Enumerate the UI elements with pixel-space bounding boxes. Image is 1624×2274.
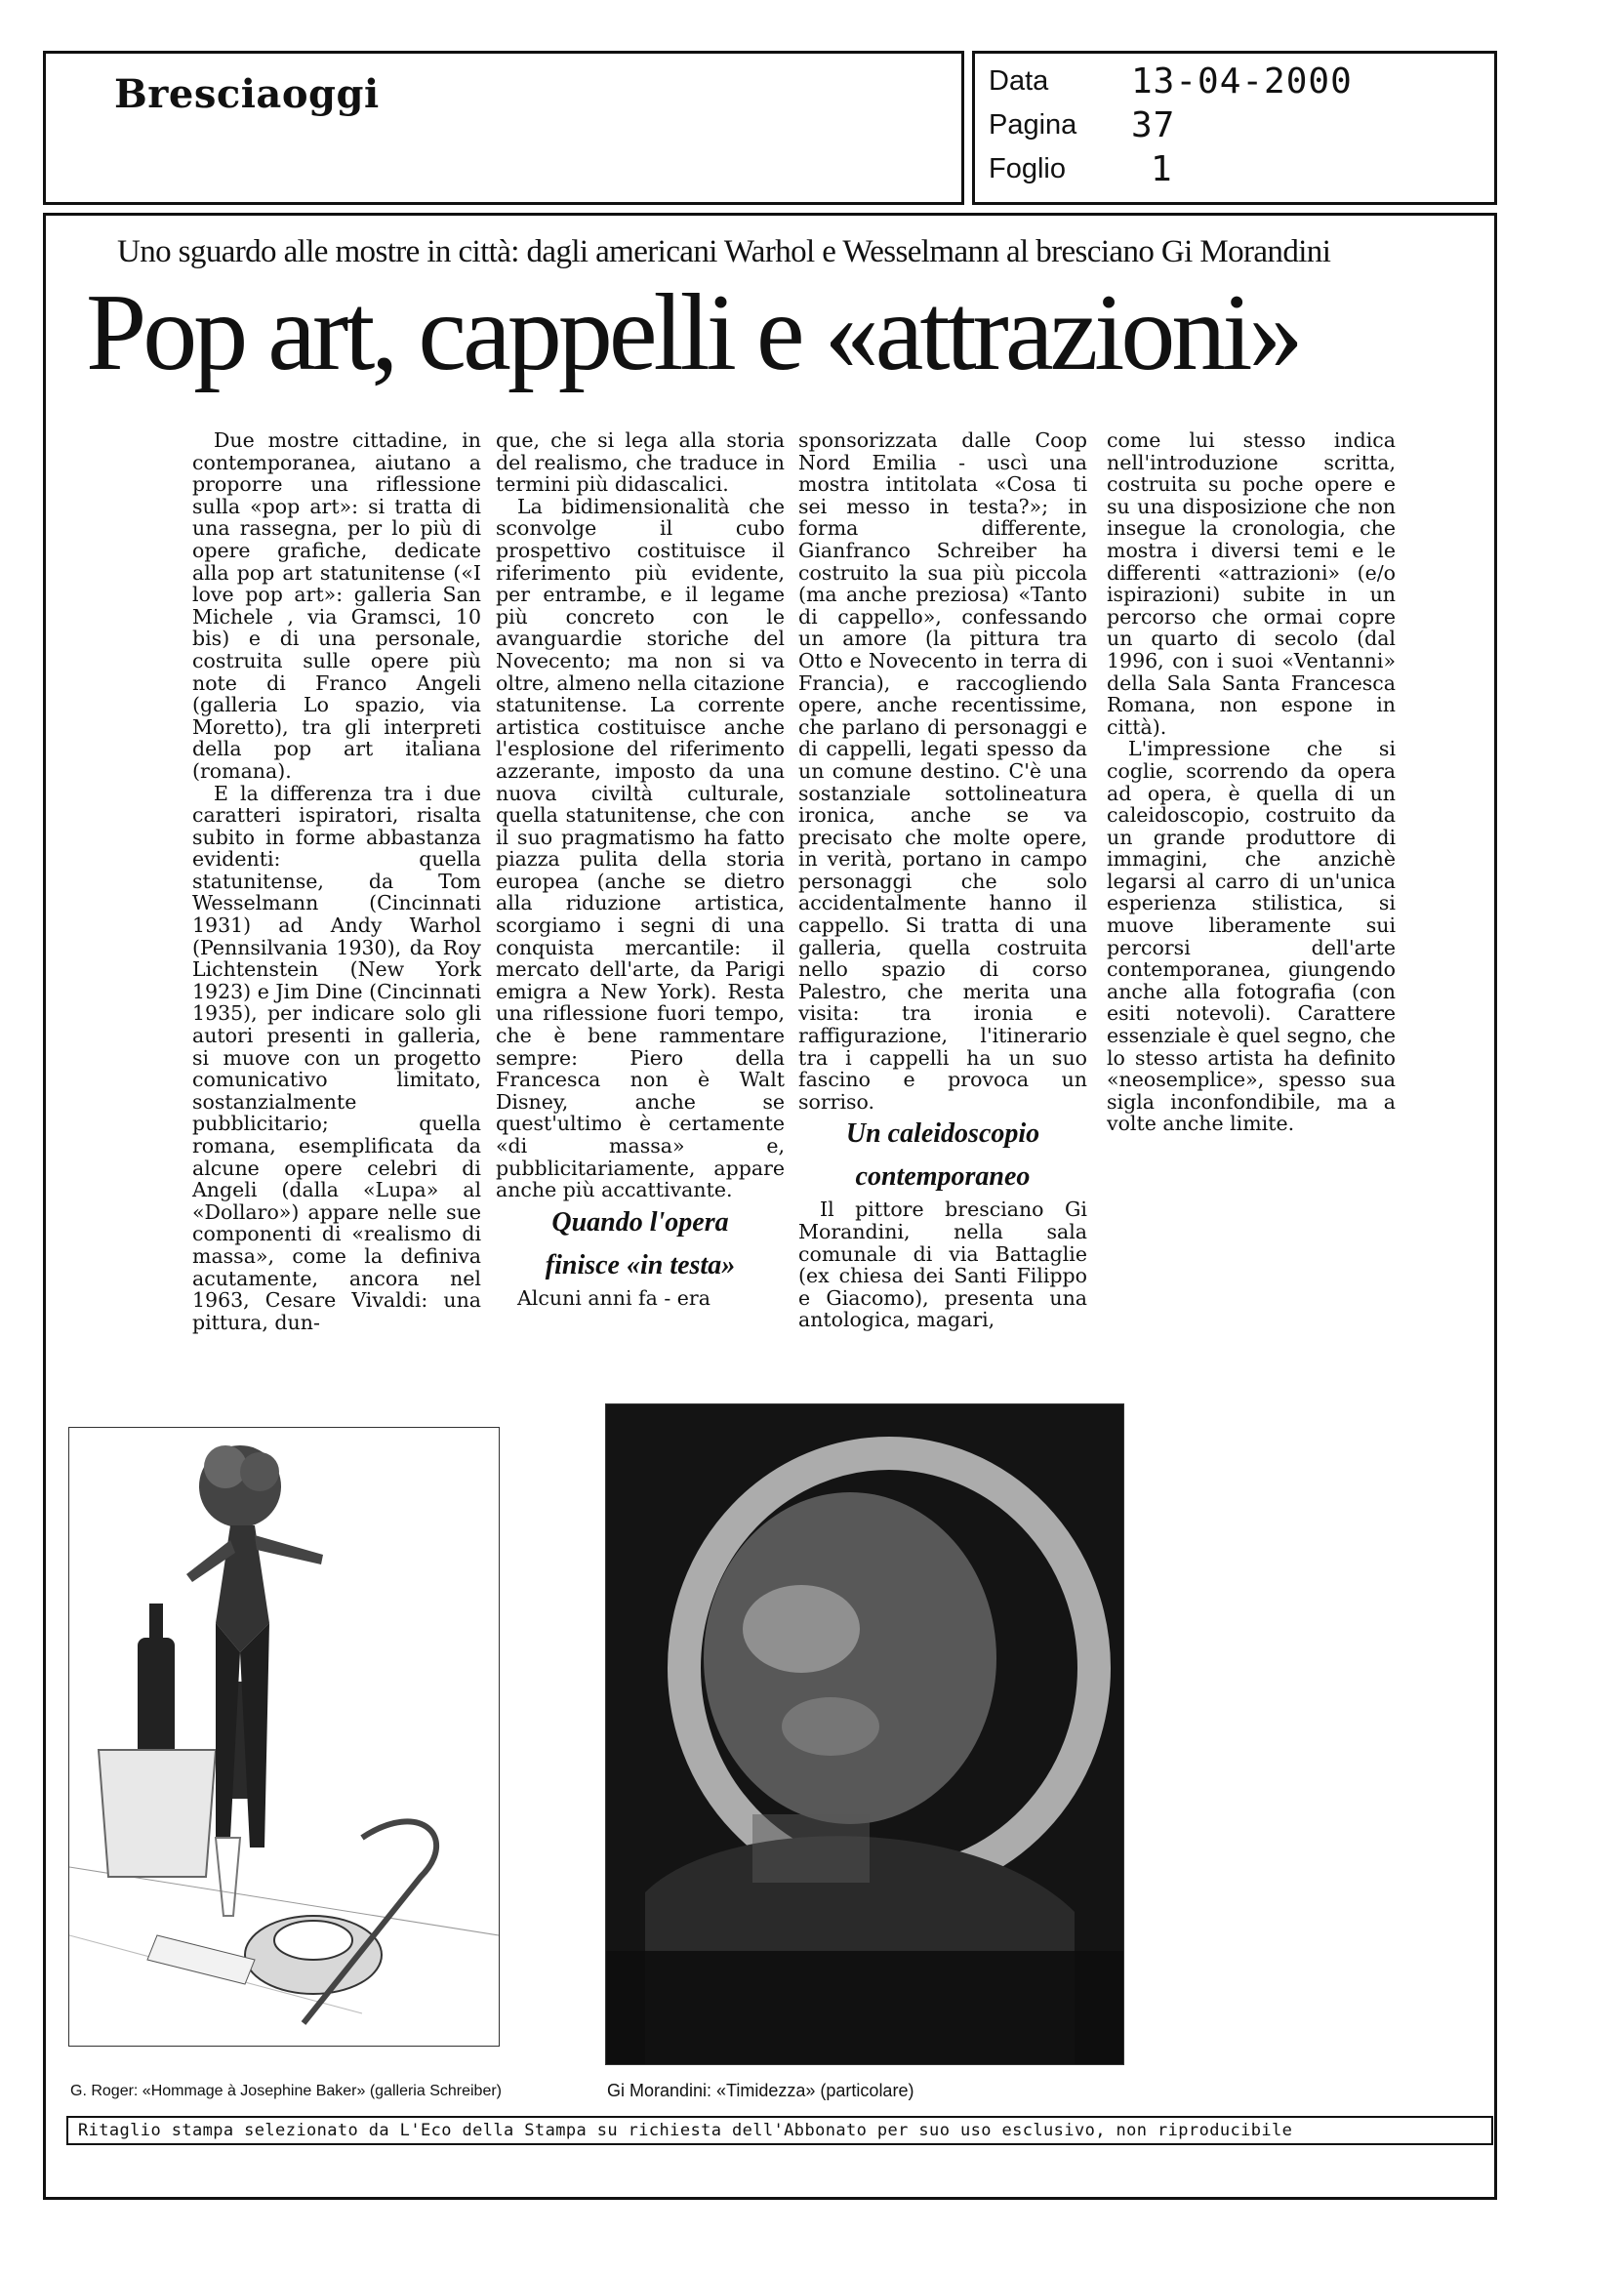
date-label: Data <box>989 65 1049 97</box>
page-value: 37 <box>1131 105 1176 145</box>
paragraph: sponsorizzata dalle Coop Nord Emilia - uscì una mostra intitolata «Cosa ti sei messo in testa?»; in forma differente, Gianfranco Schreiber ha costruito la sua più piccola (ma anche preziosa) «Tanto di cappello», confessando un amore (la pittura tra Otto e Novecento in terra di Francia), e raccogliendo opere, anche recentissime, che parlano di personaggi e di cappelli, legati spesso da un comune destino. C'è una sostanziale sottolineatura ironica, anche se va precisato che molte opere, in verità, portano in campo personaggi che solo accidentalmente hanno il cappello. Si tratta di una galleria, quella costruita nello spazio di corso Palestro, che merita una visita: tra ironia e raffigurazione, l'itinerario tra i cappelli ha un suo fascino e provoca un sorriso. <box>798 428 1087 1114</box>
article-column-2 <box>496 429 785 1309</box>
subheading: Quando l'opera <box>551 1206 729 1238</box>
sheet-label: Foglio <box>989 153 1066 184</box>
date-value: 13-04-2000 <box>1131 61 1353 102</box>
timidezza-photo <box>605 1403 1124 2065</box>
illustration-graphic <box>69 1428 499 2046</box>
illustration-caption: G. Roger: «Hommage à Josephine Baker» (galleria Schreiber) <box>70 2083 502 2099</box>
photo-caption: Gi Morandini: «Timidezza» (particolare) <box>607 2081 914 2100</box>
article-column-1 <box>192 429 481 1333</box>
paragraph: Due mostre cittadine, in contemporanea, aiutano a proporre una riflessione sulla «pop art»: si tratta di una rassegna, per lo più di opere grafiche, dedicate alla pop art statunitense («I love pop art»: galleria San Michele , via Gramsci, 10 bis) e di una personale, costruita sulle opere più note di Franco Angeli (galleria Lo spazio, via Moretto), tra gli interpreti della pop art italiana (romana). <box>192 428 481 783</box>
paragraph: que, che si lega alla storia del realismo, che traduce in termini più didascalici. <box>496 428 785 497</box>
paragraph: L'impressione che si coglie, scorrendo da opera ad opera, è quella di un caleidoscopio, costruito da un grande produttore di immagini, che anzichè legarsi al carro di un'unica esperienza stilistica, si muove liberamente sui percorsi dell'arte contemporanea, giungendo anche alla fotografia (con esiti notevoli). Carattere essenziale è quel segno, che lo stesso artista ha definito «neosemplice», spesso sua sigla inconfondibile, ma a volte anche limite. <box>1107 737 1396 1136</box>
paragraph: E la differenza tra i due caratteri ispiratori, risalta subito in forme abbastanza evidenti: quella statunitense, da Tom Wesselmann (Cincinnati 1931) ad Andy Warhol (Pennsilvania 1930), da Roy Lichtenstein (New York 1923) e Jim Dine (Cincinnati 1935), per indicare solo gli autori presenti in galleria, si muove con un progetto comunicativo limitato, sostanzialmente pubblicitario; quella romana, esemplificata da alcune opere celebri di Angeli (dalla «Lupa» al «Dollaro») appare nelle sue componenti di «realismo di massa», come la definiva acutamente, ancora nel 1963, Cesare Vivaldi: una pittura, dun- <box>192 781 481 1334</box>
timidezza-graphic <box>606 1404 1123 2064</box>
meta-box <box>972 51 1497 205</box>
paragraph: La bidimensionalità che sconvolge il cubo prospettivo costituisce il riferimento più evidente, per entrambe, e il legame più concreto con le avanguardie storiche del Novecento; ma non si va oltre, almeno nella citazione statunitense. La corrente artistica costituisce anche l'esplosione del riferimento azzerante, imposto da una nuova civiltà culturale, quella statunitense, che con il suo pragmatismo ha fatto piazza pulita della storia europea (anche se dietro alla riduzione artistica, scorgiamo i segni di una conquista mercantile: il mercato dell'arte, da Parigi emigra a New York). Resta una riflessione fuori tempo, che è bene rammentare sempre: Piero della Francesca non è Walt Disney, anche se quest'ultimo è certamente «di massa» e, pubblicitariamente, appare anche più accattivante. <box>496 494 785 1202</box>
paragraph: come lui stesso indica nell'introduzione scritta, costruita su poche opere e su una disposizione che non insegue la cronologia, che mostra i diversi temi e le differenti «attrazioni» (e/o ispirazioni) subite in un percorso che ormai copre un quarto di secolo (dal 1996, con i suoi «Ventanni» della Sala Santa Francesca Romana, non espone in città). <box>1107 428 1396 739</box>
footer-notice: Ritaglio stampa selezionato da L'Eco della Stampa su richiesta dell'Abbonato per suo uso esclusivo, non riproducibile <box>78 2121 1293 2140</box>
article-kicker: Uno sguardo alle mostre in città: dagli americani Warhol e Wesselmann al bresciano Gi Morandini <box>117 234 1331 269</box>
paragraph: Il pittore bresciano Gi Morandini, nella sala comunale di via Battaglie (ex chiesa dei Santi Filippo e Giacomo), presenta una antologica, magari, <box>798 1198 1087 1332</box>
article-headline: Pop art, cappelli e «attrazioni» <box>86 272 1300 393</box>
article-column-4 <box>1107 429 1396 1135</box>
paragraph: Alcuni anni fa - era <box>517 1285 710 1310</box>
footer-box <box>66 2116 1493 2145</box>
subheading: Un caleidoscopio <box>845 1118 1040 1150</box>
masthead-box <box>43 51 964 205</box>
masthead: Bresciaoggi <box>114 71 380 117</box>
subheading: contemporaneo <box>855 1161 1031 1193</box>
article-column-3 <box>798 429 1087 1331</box>
illustration-photo <box>68 1427 500 2047</box>
sheet-value: 1 <box>1151 149 1173 189</box>
page-label: Pagina <box>989 109 1077 141</box>
subheading: finisce «in testa» <box>545 1249 736 1280</box>
